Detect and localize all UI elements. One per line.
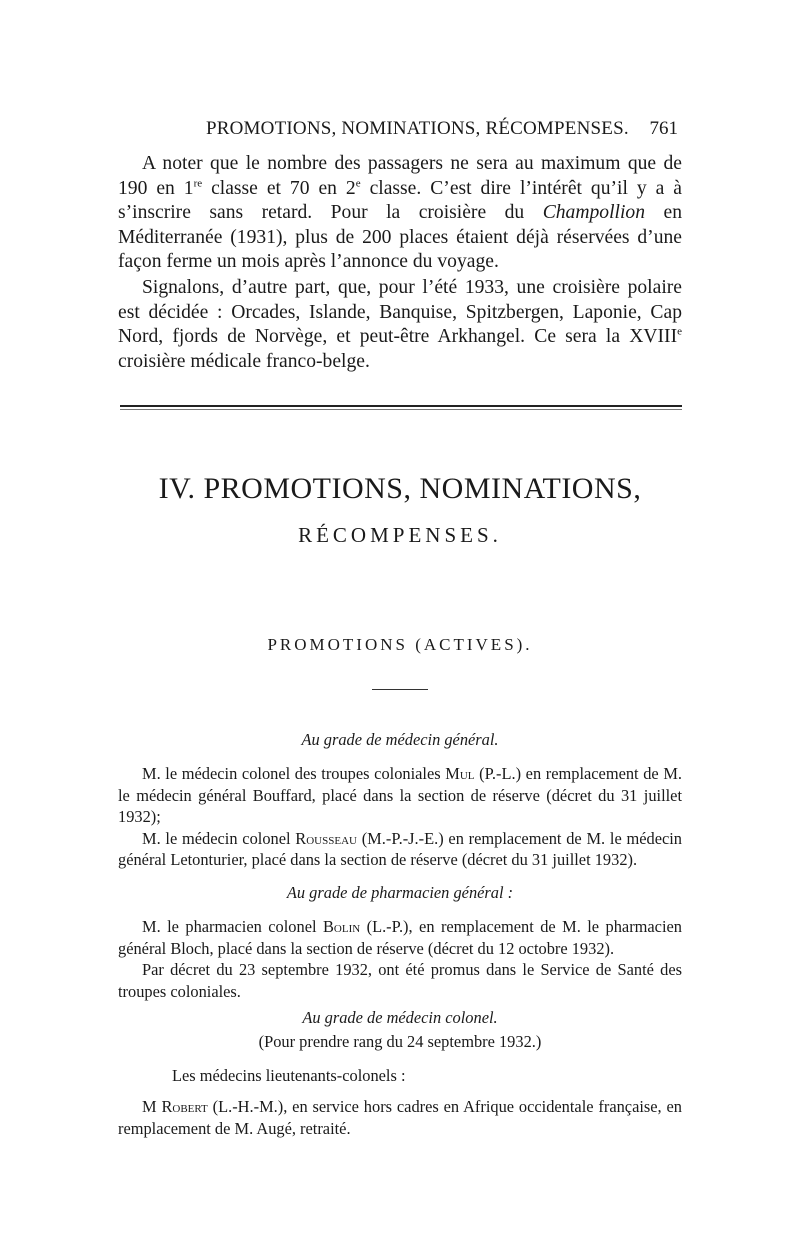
short-rule xyxy=(372,689,428,690)
ship-name: Champollion xyxy=(542,202,646,223)
page-number: 761 xyxy=(649,118,678,139)
entry-bolin: M. le pharmacien colonel Bolin (L.-P.), en remplacement de M. le pharmacien général Bloch, placé dans la section de réserve (décret du 12 octobre 1932). xyxy=(118,917,682,958)
running-head xyxy=(118,118,682,144)
entry-rousseau: M. le médecin colonel Rousseau (M.-P.-J.-E.) en remplacement de M. le médecin général Letonturier, placé dans la section de réserve (décret du 31 juillet 1932). xyxy=(118,828,682,869)
entry-decree: Par décret du 23 septembre 1932, ont été promus dans le Service de Santé des troupes coloniales. xyxy=(118,960,682,1001)
list-lead: Les médecins lieutenants-colonels : xyxy=(172,1066,406,1085)
entry-robert: M Robert (L.-H.-M.), en service hors cadres en Afrique occidentale française, en remplacement de M. Augé, retraité. xyxy=(118,1097,682,1138)
grade-heading-medecin-colonel: Au grade de médecin colonel. xyxy=(302,1008,498,1027)
rank-date-note: (Pour prendre rang du 24 septembre 1932.) xyxy=(258,1032,542,1051)
section-title: IV. PROMOTIONS, NOMINATIONS, xyxy=(158,472,642,505)
section-subtitle: RÉCOMPENSES. xyxy=(298,523,502,547)
section-divider xyxy=(120,405,682,407)
section-divider-shadow xyxy=(120,409,682,410)
grade-medecin-general-entries xyxy=(118,763,682,871)
grade-medecin-colonel-entries xyxy=(118,1096,682,1139)
grade-heading-pharmacien-general: Au grade de pharmacien général : xyxy=(286,883,514,902)
entry-mul: M. le médecin colonel des troupes coloniales Mul (P.-L.) en remplacement de M. le médecin général Bouffard, placé dans la section de réserve (décret du 31 juillet 1932); xyxy=(118,764,683,826)
grade-pharmacien-general-entries xyxy=(118,916,682,1002)
paragraph-cruise-capacity: A noter que le nombre des passagers ne sera au maximum que de 190 en 1re classe et 70 en 2e classe. C’est dire l’intérêt qu’il y a à s’inscrire sans retard. Pour la croisière du Champollion en Méditerranée (1931), plus de 200 places étaient déjà réservées d’une façon ferme un mois après l’annonce du voyage. xyxy=(118,153,682,272)
grade-heading-medecin-general: Au grade de médecin général. xyxy=(301,730,499,749)
paragraph-polar-cruise: Signalons, d’autre part, que, pour l’été 1933, une croisière polaire est décidée : Orcades, Islande, Banquise, Spitzbergen, Laponie, Cap Nord, fjords de Norvège, et peut-être Arkhangel. Ce sera la XVIIIe croisière médicale franco-belge. xyxy=(118,277,682,372)
subsection-heading: PROMOTIONS (ACTIVES). xyxy=(267,635,533,654)
running-head-title: PROMOTIONS, NOMINATIONS, RÉCOMPENSES. xyxy=(206,118,629,139)
